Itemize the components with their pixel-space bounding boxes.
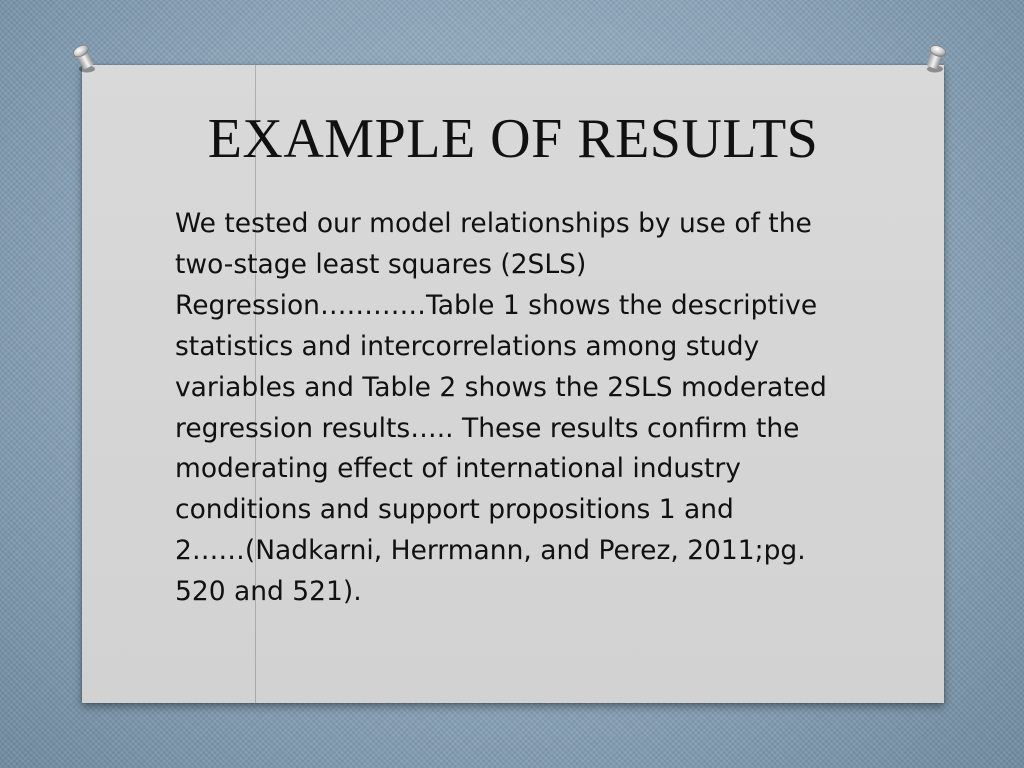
slide-title: EXAMPLE OF RESULTS — [207, 108, 819, 170]
slide-body-text: We tested our model relationships by use of the two-stage least squares (2SLS) Regression…………Table 1 shows the descriptive statistics and intercorrelations among study variables and Table 2 shows the 2SLS moderated regression results….. These results confirm the moderating effect of international industry conditions and support propositions 1 and 2……(Nadkarni, Herrmann, and Perez, 2011;pg. 520 and 521). — [175, 208, 827, 608]
pushpin-icon — [918, 42, 952, 76]
pushpin-icon — [68, 42, 102, 76]
